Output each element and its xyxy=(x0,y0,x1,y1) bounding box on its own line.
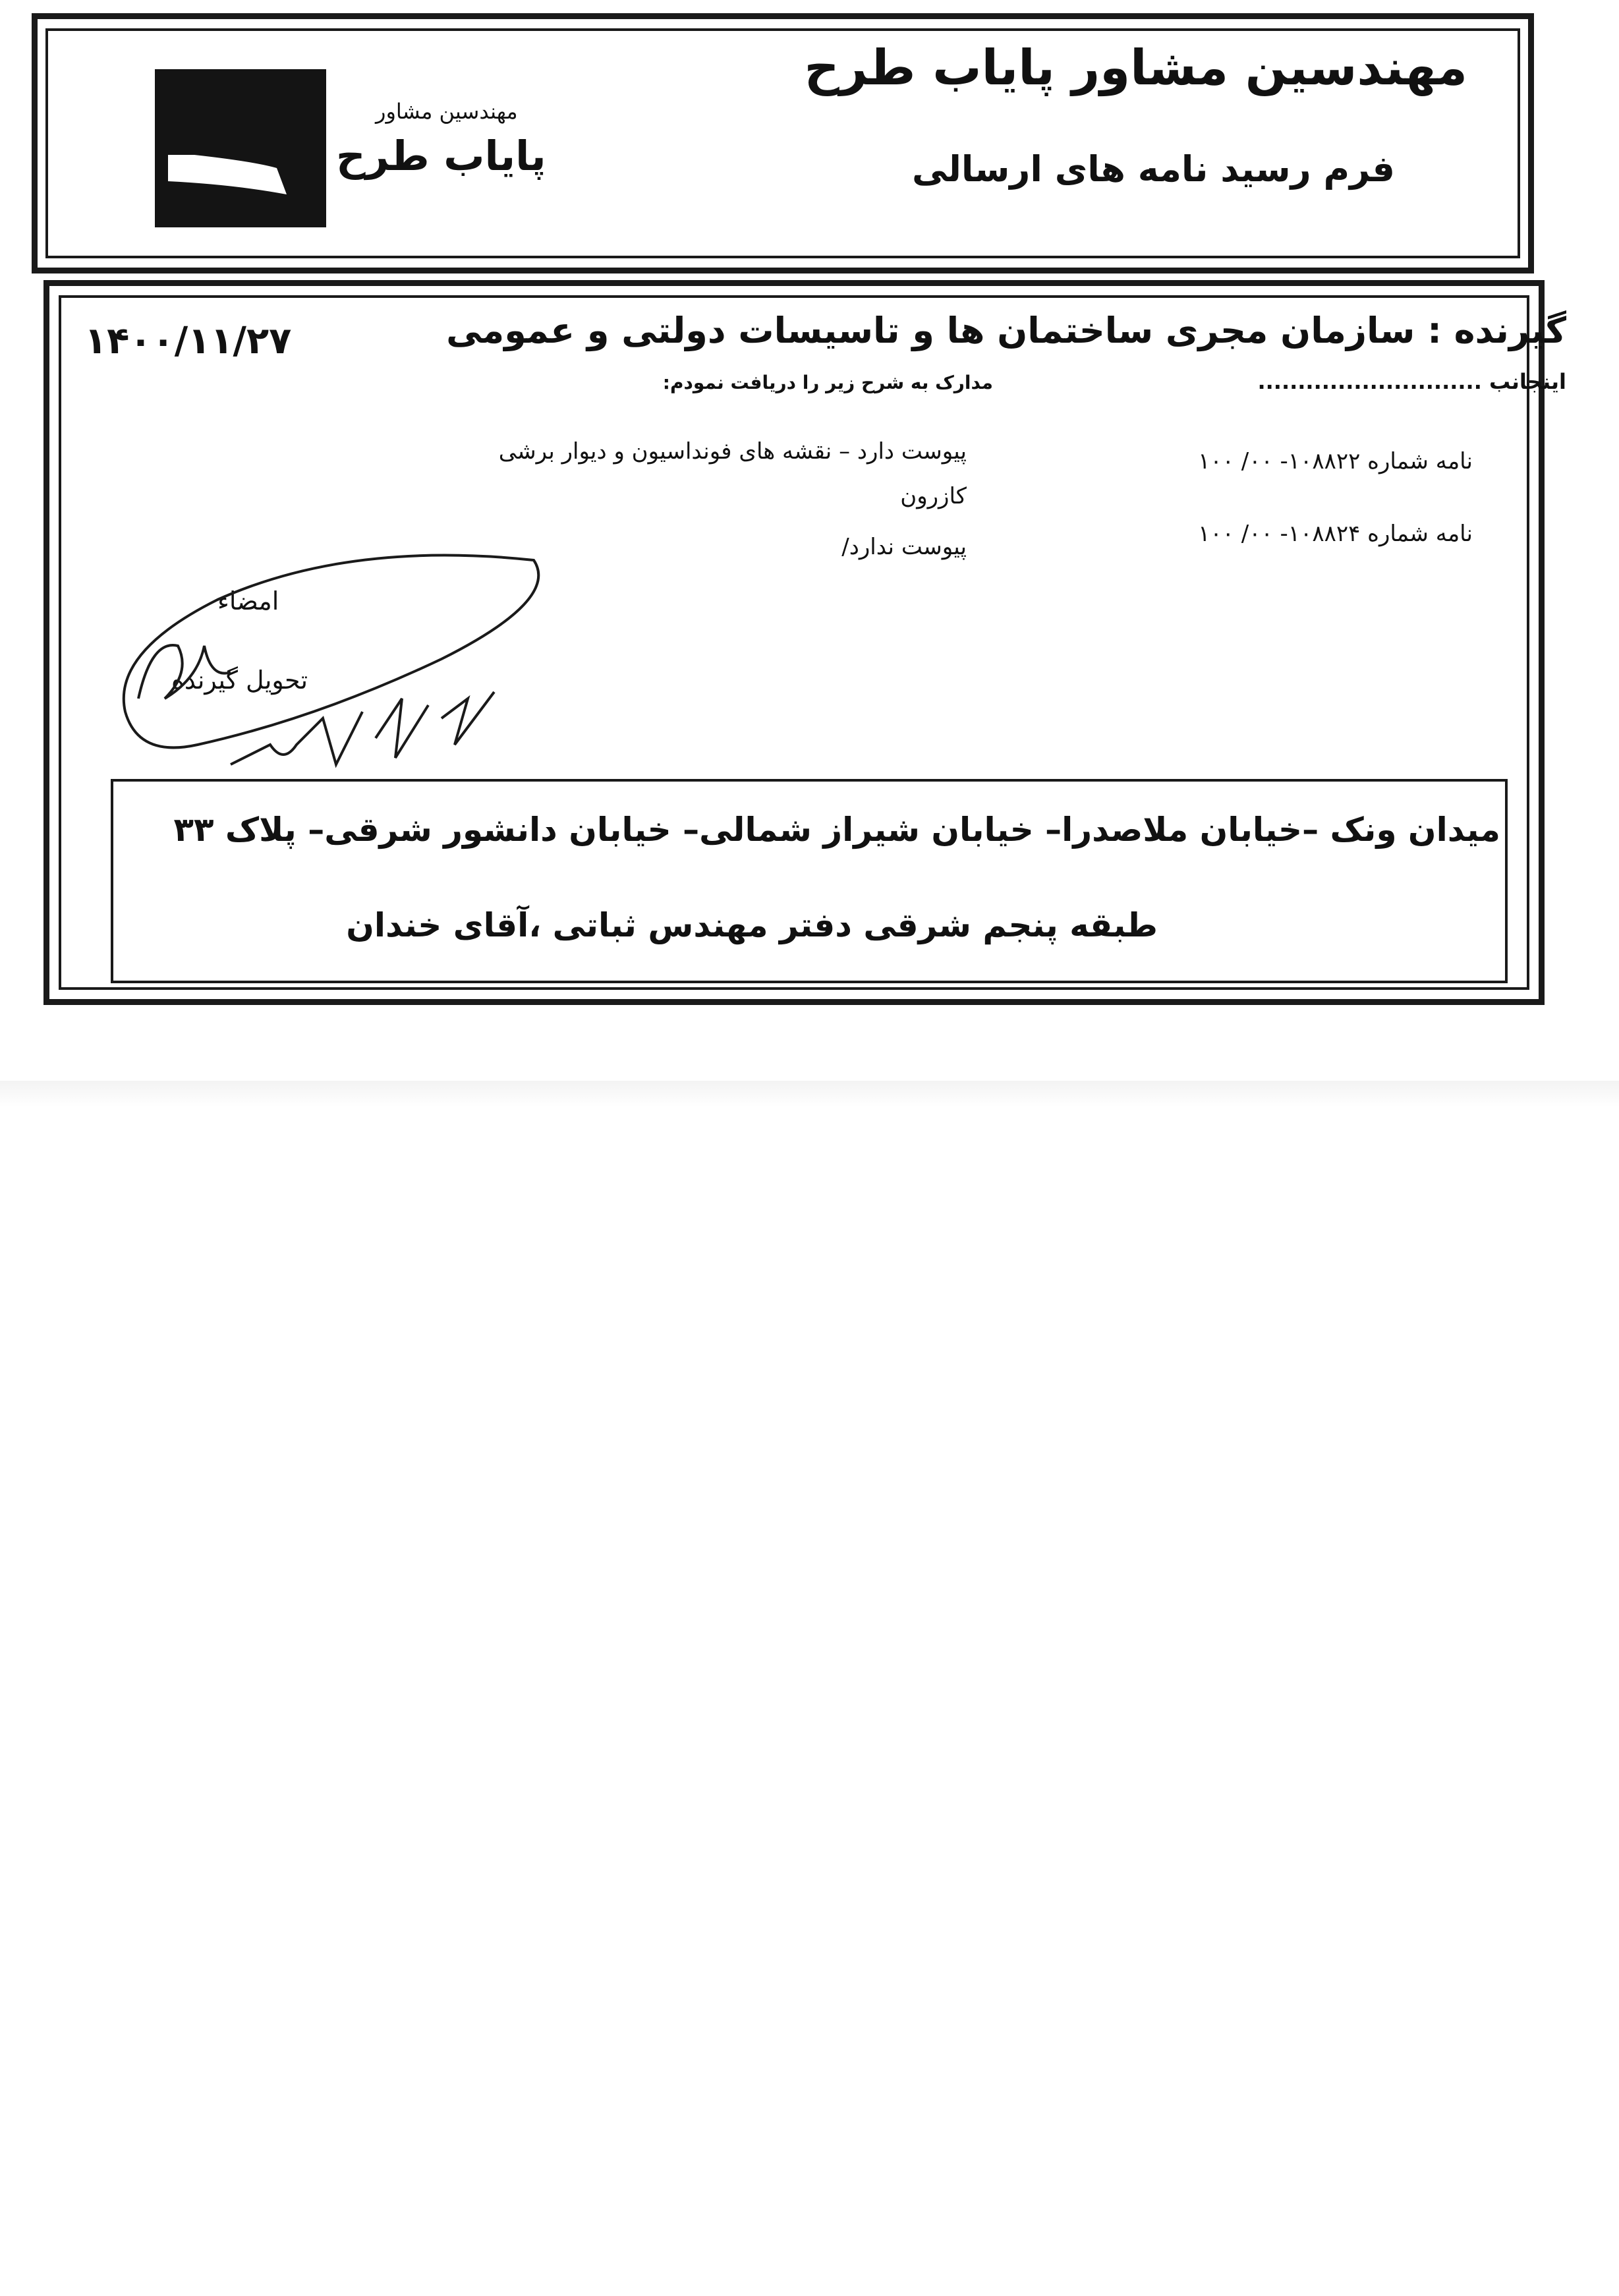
handwritten-signature-icon xyxy=(99,547,560,811)
company-logo-icon xyxy=(155,69,326,227)
logo-mark-icon xyxy=(155,69,326,227)
letter-number-2: نامه شماره ۱۰۸۸۲۴- ۰۰/ ۱۰۰ xyxy=(1198,521,1473,547)
undersigned-label: اینجانب ............................ xyxy=(1257,369,1566,394)
letter-description-1: پیوست دارد – نقشه های فونداسیون و دیوار برشی xyxy=(498,438,967,465)
letter-number-1: نامه شماره ۱۰۸۸۲۲- ۰۰/ ۱۰۰ xyxy=(1198,448,1473,474)
signature-label: امضاء xyxy=(217,587,279,616)
recipient-line: گیرنده : سازمان مجری ساختمان ها و تاسیسات دولتی و عمومی xyxy=(446,310,1566,351)
letter-description-2: پیوست ندارد/ xyxy=(841,534,967,560)
receiver-label: تحویل گیرنده xyxy=(171,666,308,695)
logo-title: پایاب طرح xyxy=(336,132,546,180)
scan-edge xyxy=(0,1081,1619,1107)
form-title: فرم رسید نامه های ارسالی xyxy=(912,148,1395,190)
received-statement: مدارک به شرح زیر را دریافت نمودم: xyxy=(662,372,993,393)
receipt-date: ۱۴۰۰/۱۱/۲۷ xyxy=(84,320,292,362)
address-line-2: طبقه پنجم شرقی دفتر مهندس ثباتی ،آقای خندان xyxy=(346,906,1158,944)
letter-description-1-cont: کازرون xyxy=(900,483,967,509)
address-line-1: میدان ونک –خیابان ملاصدرا– خیابان شیراز شمالی– خیابان دانشور شرقی– پلاک ۳۳ xyxy=(173,811,1500,849)
company-name: مهندسین مشاور پایاب طرح xyxy=(804,40,1467,96)
address-frame xyxy=(111,779,1508,983)
logo-subtitle: مهندسین مشاور xyxy=(376,99,518,124)
